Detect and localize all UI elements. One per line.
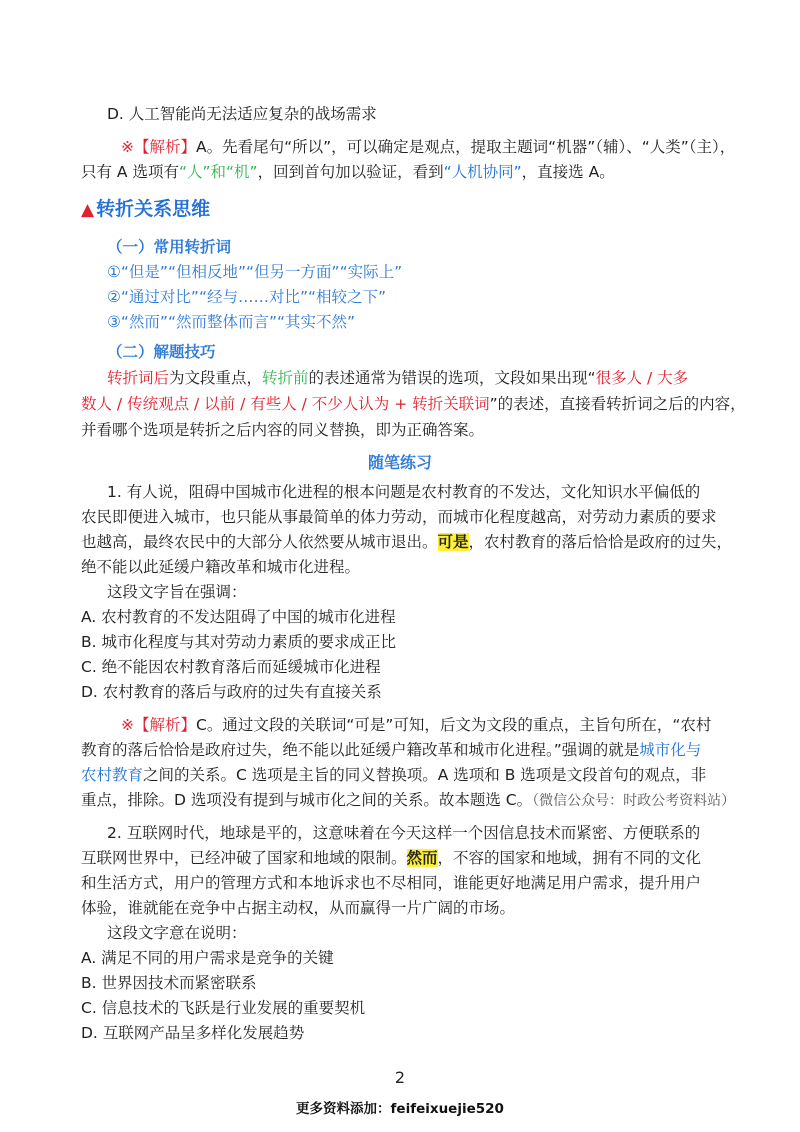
question-line: 互联网世界中，已经冲破了国家和地域的限制。然而，不容的国家和地域，拥有不同的文化 [81, 849, 702, 867]
analysis-mark: ※【解析】 [121, 716, 196, 734]
analysis-line: ※【解析】C。通过文段的关联词“可是”可知，后文为文段的重点，主旨句所在，“农村 [121, 716, 712, 734]
question-stem: 这段文字意在说明： [107, 924, 247, 942]
option-line: D. 互联网产品呈多样化发展趋势 [81, 1024, 305, 1042]
triangle-icon: ▲ [81, 200, 95, 220]
option-line: D. 人工智能尚无法适应复杂的战场需求 [107, 105, 377, 123]
question-line: 也越高，最终农民中的大部分人依然要从城市退出。可是，农村教育的落后恰恰是政府的过失， [81, 533, 733, 551]
analysis-mark: ※【解析】 [121, 138, 196, 156]
analysis-line: 只有 A 选项有“人”和“机”，回到首句加以验证，看到“人机协同”，直接选 A。 [81, 163, 615, 181]
practice-title: 随笔练习 [367, 453, 432, 472]
tip-line: 并看哪个选项是转折之后内容的同义替换，即为正确答案。 [81, 421, 485, 439]
analysis-line: 教育的落后恰恰是政府过失，绝不能以此延缓户籍改革和城市化进程。”强调的就是城市化与 [81, 741, 702, 759]
tip-line: 转折词后为文段重点，转折前的表述通常为错误的选项，文段如果出现“很多人 / 大多 [107, 369, 689, 387]
word-list-line: ②“通过对比”“经与……对比”“相较之下” [107, 288, 387, 306]
question-line: 体验，谁就能在竞争中占据主动权，从而赢得一片广阔的市场。 [81, 899, 516, 917]
question-line: 1. 有人说，阻碍中国城市化进程的根本问题是农村教育的不发达，文化知识水平偏低的 [107, 483, 701, 501]
question-line: 农民即便进入城市，也只能从事最简单的体力劳动，而城市化程度越高，对劳动力素质的要求 [81, 508, 717, 526]
option-line: C. 绝不能因农村教育落后而延缓城市化进程 [81, 658, 381, 676]
option-line: A. 农村教育的不发达阻碍了中国的城市化进程 [81, 608, 396, 626]
question-line: 绝不能以此延缓户籍改革和城市化进程。 [81, 558, 361, 576]
analysis-line: 农村教育之间的关系。C 选项是主旨的同义替换项。A 选项和 B 选项是文段首句的观点，非 [81, 766, 707, 784]
analysis-line: 重点，排除。D 选项没有提到与城市化之间的关系。故本题选 C。（微信公众号：时政公考资料站） [81, 791, 736, 809]
analysis-line: ※【解析】A。先看尾句“所以”，可以确定是观点，提取主题词“机器”（辅）、“人类”（主）， [121, 138, 736, 156]
option-line: B. 世界因技术而紧密联系 [81, 974, 257, 992]
footer-contact: 更多资料添加：feifeixuejie520 [296, 1101, 504, 1117]
sub-heading: （一）常用转折词 [107, 238, 232, 256]
question-line: 和生活方式，用户的管理方式和本地诉求也不尽相同，谁能更好地满足用户需求，提升用户 [81, 874, 702, 892]
option-line: A. 满足不同的用户需求是竞争的关键 [81, 949, 334, 967]
tip-line: 数人 / 传统观点 / 以前 / 有些人 / 不少人认为 + 转折关联词”的表述，直接看转折词之后的内容， [81, 395, 746, 413]
option-line: B. 城市化程度与其对劳动力素质的要求成正比 [81, 633, 396, 651]
question-stem: 这段文字旨在强调： [107, 583, 247, 601]
question-line: 2. 互联网时代，地球是平的，这意味着在今天这样一个因信息技术而紧密、方便联系的 [107, 824, 701, 842]
highlight-keyword: 可是 [437, 533, 469, 551]
word-list-line: ①“但是”“但相反地”“但另一方面”“实际上” [107, 263, 403, 281]
option-line: D. 农村教育的落后与政府的过失有直接关系 [81, 683, 382, 701]
page-number: 2 [394, 1068, 406, 1087]
option-line: C. 信息技术的飞跃是行业发展的重要契机 [81, 999, 366, 1017]
highlight-keyword: 然而 [406, 849, 438, 867]
section-heading: ▲ 转折关系思维 [81, 198, 211, 220]
sub-heading: （二）解题技巧 [107, 343, 216, 361]
word-list-line: ③“然而”“然而整体而言”“其实不然” [107, 313, 356, 331]
watermark [528, 59, 707, 205]
